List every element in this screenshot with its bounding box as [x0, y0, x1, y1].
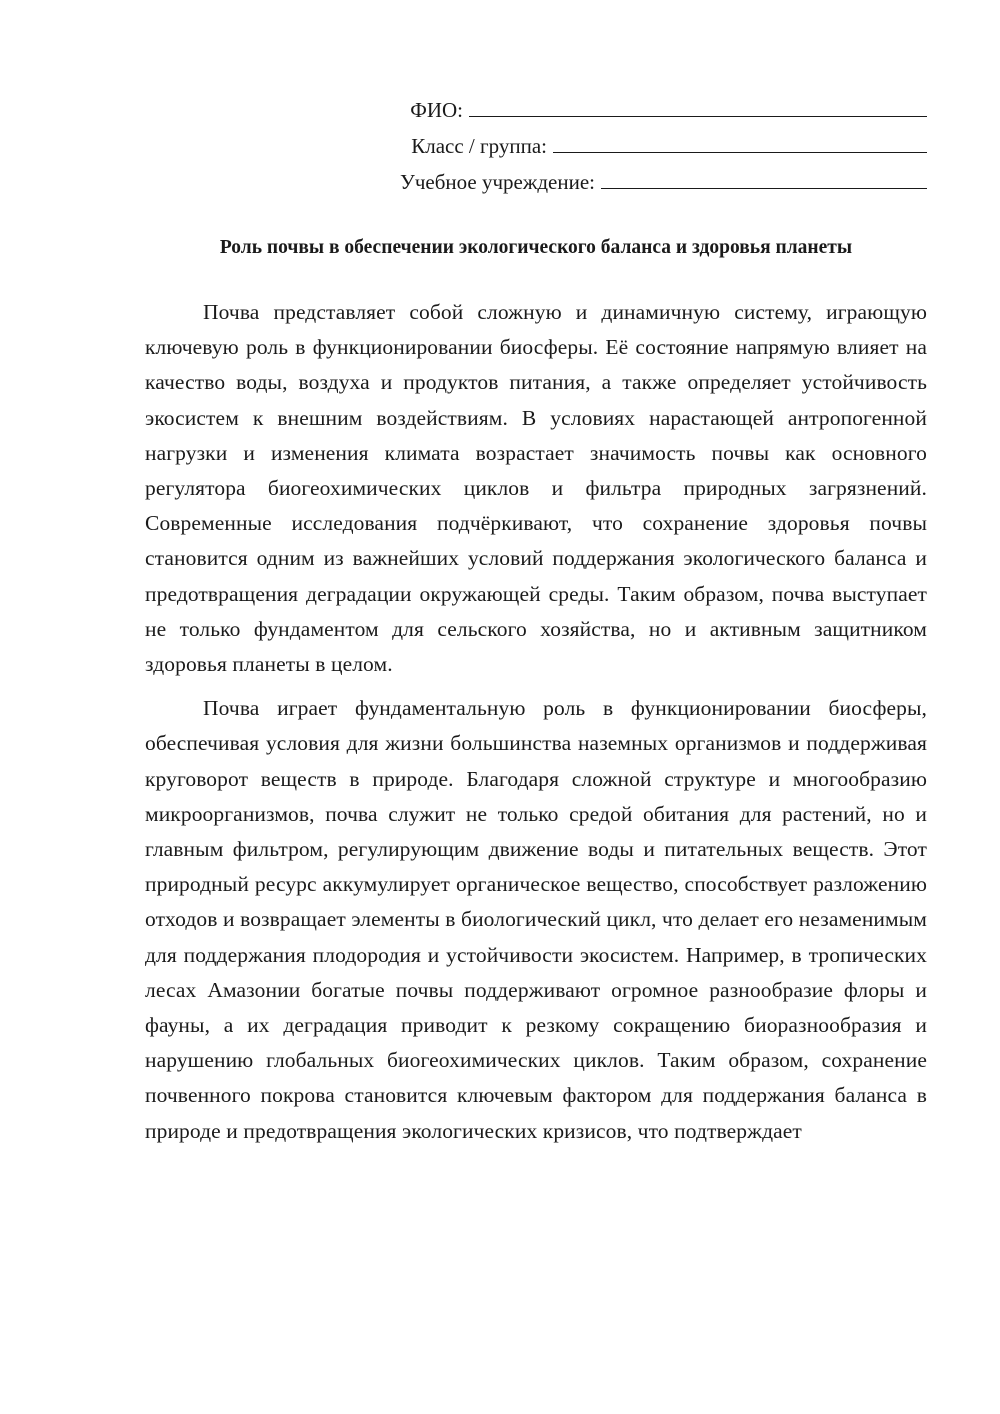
paragraph-1: Почва представляет собой сложную и динамичную систему, играющую ключевую роль в функционировании биосферы. Её состояние напрямую влияет на качество воды, воздуха и продуктов питания, а также определяет устойчивость экосистем к внешним воздействиям. В условиях нарастающей антропогенной нагрузки и изменения климата возрастает значимость почвы как основного регулятора биогеохимических циклов и фильтра природных загрязнений. Современные исследования подчёркивают, что сохранение здоровья почвы становится одним из важнейших условий поддержания экологического баланса и предотвращения деградации окружающей среды. Таким образом, почва выступает не только фундаментом для сельского хозяйства, но и активным защитником здоровья планеты в целом. — [145, 300, 927, 677]
institution-blank-line — [601, 166, 927, 189]
institution-field — [327, 164, 927, 200]
class-group-blank-line — [553, 130, 927, 153]
full-name-blank-line — [469, 94, 927, 117]
paragraph-2: Почва играет фундаментальную роль в функционировании биосферы, обеспечивая условия для жизни большинства наземных организмов и поддерживая круговорот веществ в природе. Благодаря сложной структуре и многообразию микроорганизмов, почва служит не только средой обитания для растений, но и главным фильтром, регулирующим движение воды и питательных веществ. Этот природный ресурс аккумулирует органическое вещество, способствует разложению отходов и возвращает элементы в биологический цикл, что делает его незаменимым для поддержания плодородия и устойчивости экосистем. Например, в тропических лесах Амазонии богатые почвы поддерживают огромное разнообразие флоры и фауны, а их деградация приводит к резкому сокращению биоразнообразия и нарушению глобальных биогеохимических циклов. Таким образом, сохранение почвенного покрова становится ключевым фактором для поддержания баланса в природе и предотвращения экологических кризисов, что подтверждает — [145, 696, 927, 1143]
institution-label: Учебное учреждение: — [399, 170, 595, 194]
full-name-label: ФИО: — [410, 98, 463, 122]
student-info-fields — [327, 92, 927, 200]
class-group-field — [327, 128, 927, 164]
document-body — [145, 295, 927, 1149]
document-title: Роль почвы в обеспечении экологического баланса и здоровья планеты — [219, 237, 853, 258]
class-group-label: Класс / группа: — [411, 134, 547, 158]
full-name-field — [327, 92, 927, 128]
